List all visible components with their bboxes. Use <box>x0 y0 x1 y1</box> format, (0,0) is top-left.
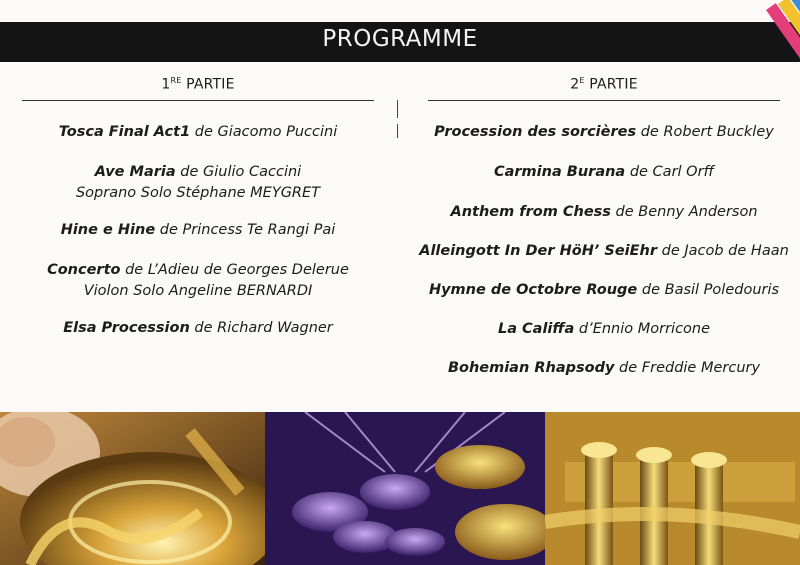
part2-heading-num: 2 <box>570 76 580 93</box>
part2-heading-word: PARTIE <box>589 76 638 93</box>
piece-composer: de Richard Wagner <box>189 320 333 336</box>
piece-title: Concerto <box>47 262 121 278</box>
part1-piece <box>22 122 374 143</box>
piece-title: Procession des sorcières <box>434 124 637 140</box>
part1-piece <box>22 162 374 204</box>
tuba-photo <box>0 412 265 565</box>
part2-heading-sup: E <box>579 76 585 85</box>
fold-mark <box>397 100 398 118</box>
piece-title: Hine e Hine <box>60 222 156 238</box>
piece-title: Carmina Burana <box>493 164 626 180</box>
part2-piece <box>418 280 790 301</box>
piece-title: Ave Maria <box>94 164 176 180</box>
part2-piece <box>418 122 790 143</box>
piece-composer: de Giacomo Puccini <box>190 124 338 140</box>
trumpet-valves-photo <box>545 412 800 565</box>
piece-composer: de Freddie Mercury <box>614 360 761 376</box>
piece-composer: d’Ennio Morricone <box>574 321 711 337</box>
drum-kit-photo <box>265 412 545 565</box>
title-banner <box>0 22 800 62</box>
piece-soloist: Violon Solo Angeline BERNARDI <box>83 283 313 299</box>
part2-piece <box>418 202 790 223</box>
piece-soloist: Soprano Solo Stéphane MEYGRET <box>75 185 321 201</box>
page-title: PROGRAMME <box>322 26 478 52</box>
piece-title: La Califfa <box>497 321 575 337</box>
fold-mark <box>397 124 398 138</box>
piece-composer: de Basil Poledouris <box>637 282 780 298</box>
part2-piece <box>418 319 790 340</box>
piece-title: Elsa Procession <box>63 320 190 336</box>
decorative-stripes <box>740 0 800 70</box>
piece-composer: de Giulio Caccini <box>175 164 302 180</box>
part1-heading-sup: RE <box>170 76 182 85</box>
part1-piece <box>22 318 374 339</box>
part2-piece <box>418 358 790 379</box>
piece-title: Alleingott In Der HöH’ SeiEhr <box>419 243 658 259</box>
piece-composer: de Benny Anderson <box>610 204 758 220</box>
part2-piece <box>418 241 790 262</box>
part1-heading-num: 1 <box>161 76 171 93</box>
part2-piece <box>418 162 790 183</box>
piece-title: Anthem from Chess <box>450 204 611 220</box>
part1-piece <box>22 260 374 302</box>
piece-composer: de Princess Te Rangi Pai <box>155 222 336 238</box>
piece-composer: de Robert Buckley <box>636 124 774 140</box>
part1-piece <box>22 220 374 241</box>
part1-heading-word: PARTIE <box>186 76 235 93</box>
part1-divider <box>22 100 374 101</box>
piece-title: Tosca Final Act1 <box>58 124 191 140</box>
piece-composer: de Jacob de Haan <box>657 243 789 259</box>
part2-divider <box>428 100 780 101</box>
piece-composer: de Carl Orff <box>625 164 715 180</box>
piece-composer: de L’Adieu de Georges Delerue <box>120 262 349 278</box>
part1-heading <box>22 76 374 93</box>
piece-title: Hymne de Octobre Rouge <box>428 282 638 298</box>
photo-strip <box>0 412 800 565</box>
piece-title: Bohemian Rhapsody <box>447 360 615 376</box>
part2-heading <box>428 76 780 93</box>
